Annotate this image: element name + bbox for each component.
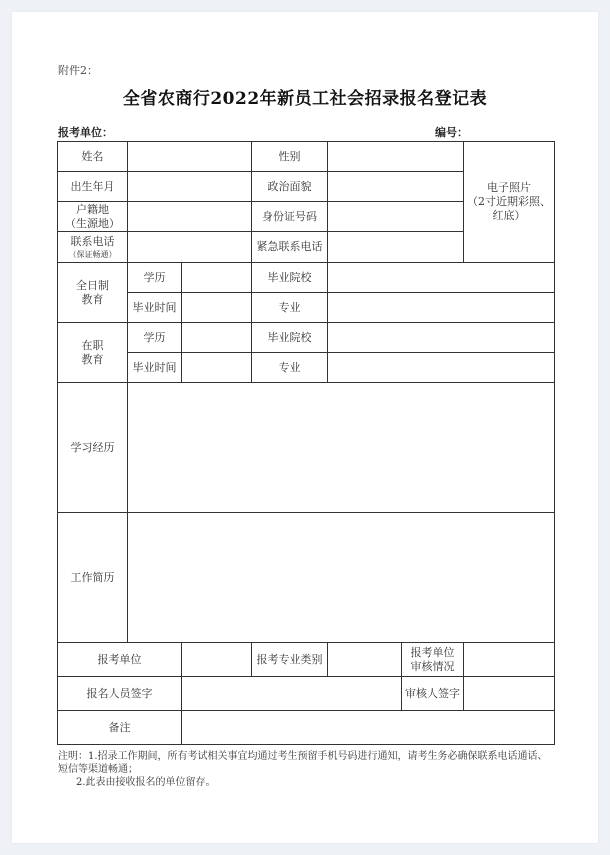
apply-unit-header-label: 报考单位： xyxy=(58,126,113,139)
reviewer-sign-field[interactable] xyxy=(464,677,555,711)
gender-field[interactable] xyxy=(328,142,464,172)
photo-cell[interactable] xyxy=(464,142,555,263)
fulltime-school-label: 毕业院校 xyxy=(252,263,328,293)
phone-field[interactable] xyxy=(128,232,252,263)
study-history-label: 学习经历 xyxy=(58,383,128,513)
work-history-label: 工作简历 xyxy=(58,513,128,643)
fulltime-major-label: 专业 xyxy=(252,293,328,323)
phone-label-line2: （保证畅通） xyxy=(68,249,117,259)
apply-category-field[interactable] xyxy=(328,643,402,677)
fulltime-school-field[interactable] xyxy=(328,263,555,293)
hukou-label-line2: （生源地） xyxy=(65,216,120,230)
inservice-grad-time-label: 毕业时间 xyxy=(128,353,182,383)
study-history-field[interactable] xyxy=(128,383,555,513)
political-label: 政治面貌 xyxy=(252,172,328,202)
fulltime-education-label xyxy=(58,263,128,323)
id-number-field[interactable] xyxy=(328,202,464,232)
applicant-sign-label: 报名人员签字 xyxy=(58,677,182,711)
phone-label-line1: 联系电话 xyxy=(70,234,115,248)
inservice-school-label: 毕业院校 xyxy=(252,323,328,353)
emergency-phone-field[interactable] xyxy=(328,232,464,263)
remarks-label: 备注 xyxy=(58,711,182,745)
note-line1: 注明：1.招录工作期间，所有考试相关事宜均通过考生预留手机号码进行通知，请考生务必确保联系电话通话、短信等渠道畅通； xyxy=(58,751,548,775)
inservice-grad-time-field[interactable] xyxy=(182,353,252,383)
review-status-field[interactable] xyxy=(464,643,555,677)
fulltime-degree-field[interactable] xyxy=(182,263,252,293)
reviewer-sign-label: 审核人签字 xyxy=(402,677,464,711)
inservice-label-line1: 在职 xyxy=(81,338,104,352)
birth-field[interactable] xyxy=(128,172,252,202)
attachment-label: 附件2： xyxy=(58,64,98,77)
form-title: 全省农商行2022年新员工社会招录报名登记表 xyxy=(122,89,488,109)
inservice-school-field[interactable] xyxy=(328,323,555,353)
apply-unit-field[interactable] xyxy=(182,643,252,677)
review-label-line1: 报考单位 xyxy=(410,645,455,659)
photo-label-line2: （2寸近期彩照、 xyxy=(467,195,551,208)
inservice-education-label xyxy=(58,323,128,383)
name-field[interactable] xyxy=(128,142,252,172)
hukou-field[interactable] xyxy=(128,202,252,232)
fulltime-grad-time-label: 毕业时间 xyxy=(128,293,182,323)
remarks-field[interactable] xyxy=(182,711,555,745)
fulltime-label-line2: 教育 xyxy=(81,292,104,306)
applicant-sign-field[interactable] xyxy=(182,677,402,711)
fulltime-major-field[interactable] xyxy=(328,293,555,323)
work-history-field[interactable] xyxy=(128,513,555,643)
apply-category-label: 报考专业类别 xyxy=(252,643,328,677)
fulltime-degree-label: 学历 xyxy=(128,263,182,293)
fulltime-label-line1: 全日制 xyxy=(76,278,109,292)
apply-unit-label: 报考单位 xyxy=(58,643,182,677)
number-header-label: 编号： xyxy=(435,126,468,139)
inservice-label-line2: 教育 xyxy=(81,352,104,366)
phone-label xyxy=(58,232,128,263)
inservice-degree-label: 学历 xyxy=(128,323,182,353)
review-status-label xyxy=(402,643,464,677)
photo-label-line3: 红底） xyxy=(492,209,526,222)
photo-label-line1: 电子照片 xyxy=(487,181,531,194)
birth-label: 出生年月 xyxy=(58,172,128,202)
inservice-degree-field[interactable] xyxy=(182,323,252,353)
fulltime-grad-time-field[interactable] xyxy=(182,293,252,323)
inservice-major-label: 专业 xyxy=(252,353,328,383)
political-field[interactable] xyxy=(328,172,464,202)
emergency-phone-label: 紧急联系电话 xyxy=(252,232,328,263)
name-label: 姓名 xyxy=(58,142,128,172)
note-line2: 2.此表由接收报名的单位留存。 xyxy=(76,777,216,788)
review-label-line2: 审核情况 xyxy=(410,659,455,673)
notes xyxy=(58,750,554,789)
id-number-label: 身份证号码 xyxy=(252,202,328,232)
hukou-label-line1: 户籍地 xyxy=(76,202,109,216)
gender-label: 性别 xyxy=(252,142,328,172)
hukou-label xyxy=(58,202,128,232)
registration-form-table xyxy=(57,141,555,745)
inservice-major-field[interactable] xyxy=(328,353,555,383)
